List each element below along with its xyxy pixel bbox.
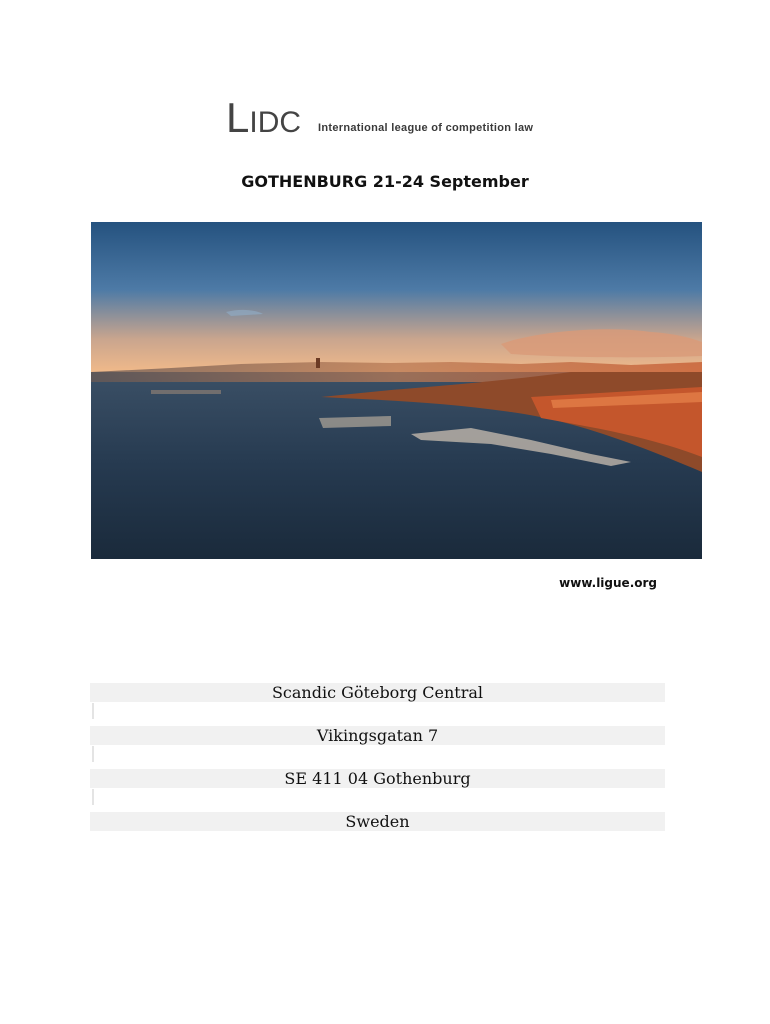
row-divider [92,746,94,762]
organization-tagline: International league of competition law [318,122,534,134]
boat-dock [319,416,391,428]
logo-letter-l: L [226,94,250,141]
address-line-country: Sweden [90,812,665,831]
address-line-street: Vikingsgatan 7 [90,726,665,745]
row-divider [92,789,94,805]
address-line-venue: Scandic Göteborg Central [90,683,665,702]
logo-letters-idc: IDC [249,106,302,139]
gothenburg-harbour-photo [91,222,702,559]
document-header [226,96,666,140]
church-tower [316,358,320,368]
website-link[interactable]: www.ligue.org [559,576,657,590]
far-pier [151,390,221,394]
event-title: GOTHENBURG 21-24 September [241,172,529,191]
row-divider [92,703,94,719]
address-line-city: SE 411 04 Gothenburg [90,769,665,788]
lidc-logo [226,96,301,145]
harbour-photo-illustration [91,222,702,559]
